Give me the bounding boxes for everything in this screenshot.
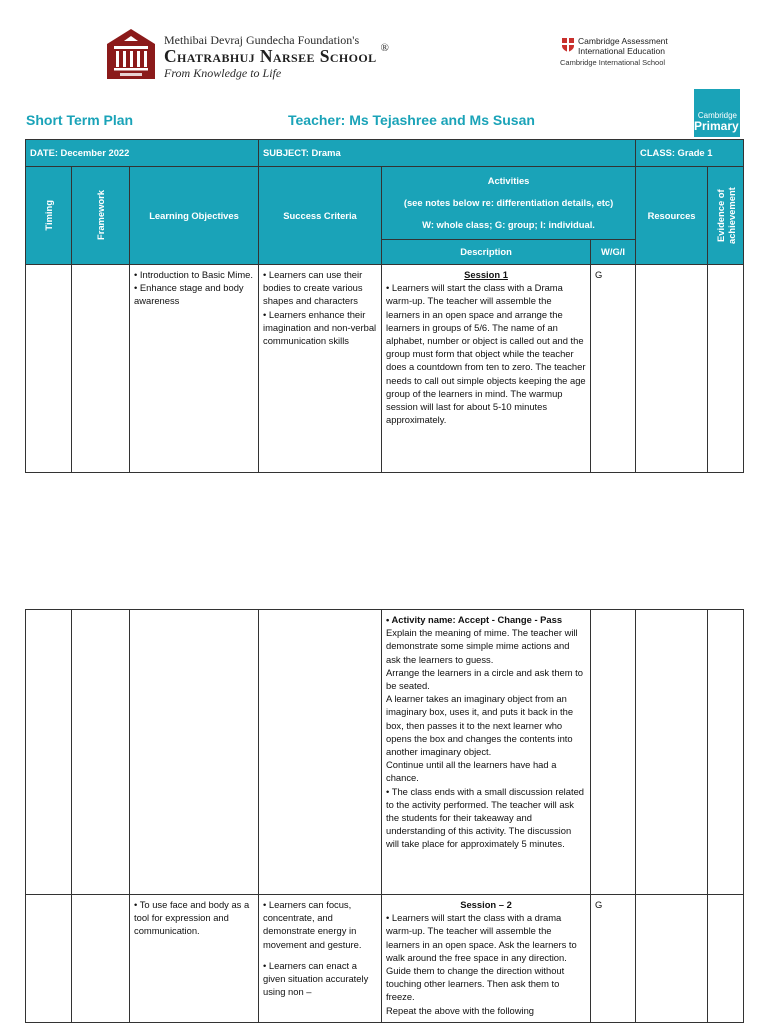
subject-cell: SUBJECT: Drama: [259, 140, 636, 167]
resources-cell: [636, 895, 708, 1023]
activities-header: [382, 167, 636, 240]
meta-row: [26, 140, 744, 167]
date-cell: DATE: December 2022: [26, 140, 259, 167]
framework-header: [72, 167, 130, 265]
evidence-cell: [708, 895, 744, 1023]
school-name: [164, 42, 390, 66]
registered-mark: ®: [380, 42, 390, 54]
resources-header: Resources: [636, 167, 708, 265]
session-1-wgi: G: [591, 265, 636, 473]
cambridge-assessment-logo: [578, 37, 668, 56]
wgi-header: W/G/I: [591, 240, 636, 265]
activity-line: A learner takes an imaginary object from an imaginary box, uses it, and puts it back in the box, then passes it to the next learner who opens the box and changes the contents into another imaginary object.: [386, 693, 574, 758]
resources-cell: [636, 610, 708, 895]
badge-primary: Primary: [694, 119, 739, 133]
session-2-criteria: [259, 895, 382, 1023]
wgi-cell: [591, 610, 636, 895]
activity-line: Continue until all the learners have had a chance.: [386, 759, 557, 784]
session-1-description: [382, 265, 591, 473]
session-2-wgi: G: [591, 895, 636, 1023]
foundation-name: Methibai Devraj Gundecha Foundation's: [164, 33, 360, 47]
timing-cell: [26, 265, 72, 473]
session-2-row: [26, 895, 744, 1023]
session-1-title: Session 1: [464, 269, 508, 280]
activity-line: Explain the meaning of mime. The teacher will demonstrate some simple mime actions and ask the learners to guess.: [386, 627, 578, 665]
framework-cell: [72, 610, 130, 895]
activities-title: Activities: [487, 175, 530, 186]
criteria-item: • Learners enhance their imagination and non-verbal communication skills: [263, 308, 377, 347]
activity-line: • The class ends with a small discussion related to the activity performed. The teacher will ask the students for their takeaway and understanding of this activity. The discussion will take place for approximately 5 minutes.: [386, 785, 584, 850]
session-1-text: • Learners will start the class with a Drama warm-up. The teacher will assemble the learners in an open space and arrange the learners in groups of 5/6. The name of an alphabet, number or object is called out and the group must form that object while the teacher does a countdown from ten to zero. The teacher needs to call out simple objects keeping the age group of the learners in mind. The warmup session will last for about 5-10 minutes approximately.: [386, 282, 586, 426]
criteria-item: • Learners can focus, concentrate, and demonstrate energy in movement and gesture.: [263, 899, 362, 950]
cambridge-line-1: Cambridge Assessment: [578, 36, 668, 46]
activity-name: • Activity name: Accept - Change - Pass: [386, 614, 563, 625]
cambridge-primary-badge: [694, 89, 740, 137]
plan-table-session-1: [25, 139, 744, 473]
cambridge-line-2: International Education: [578, 45, 665, 56]
activity-line: Arrange the learners in a circle and ask them to be seated.: [386, 666, 583, 692]
session-1-row: [26, 265, 744, 473]
objective-item: • Introduction to Basic Mime.: [134, 269, 253, 280]
description-header: Description: [382, 240, 591, 265]
evidence-header: [708, 167, 744, 265]
criteria-item: • Learners can enact a given situation accurately using non –: [263, 959, 369, 998]
plan-title: Short Term Plan: [26, 112, 134, 128]
activity-description: [382, 610, 591, 895]
session-2-title: Session – 2: [460, 899, 512, 910]
school-name-block: [164, 33, 389, 80]
criteria-cell: [259, 610, 382, 895]
evidence-label: Evidence of achievement: [714, 187, 737, 244]
session-2-objectives: • To use face and body as a tool for expression and communication.: [130, 895, 259, 1023]
session-2-text: • Learners will start the class with a drama warm-up. The teacher will assemble the learners in an open space. Ask the learners to walk around the free space in any direction. Guide them to change the direction without touching other learners. Then ask them to freeze.: [386, 912, 577, 1003]
activity-row: [26, 610, 744, 895]
activities-key: W: whole class; G: group; I: individual.: [422, 219, 595, 230]
timing-header: [26, 167, 72, 265]
framework-cell: [72, 265, 130, 473]
activities-note: (see notes below re: differentiation details, etc): [403, 197, 614, 208]
criteria-item: • Learners can use their bodies to create various shapes and characters: [263, 269, 363, 307]
objective-item: • Enhance stage and body awareness: [134, 282, 244, 307]
class-cell: CLASS: Grade 1: [636, 140, 744, 167]
timing-cell: [26, 895, 72, 1023]
badge-cambridge: Cambridge: [697, 111, 737, 120]
cambridge-shield-icon: [561, 37, 575, 53]
timing-cell: [26, 610, 72, 895]
resources-cell: [636, 265, 708, 473]
school-motto: From Knowledge to Life: [164, 66, 282, 80]
session-1-criteria: [259, 265, 382, 473]
criteria-header: Success Criteria: [259, 167, 382, 265]
evidence-cell: [708, 610, 744, 895]
objectives-header: Learning Objectives: [130, 167, 259, 265]
session-1-objectives: [130, 265, 259, 473]
framework-cell: [72, 895, 130, 1023]
framework-label: Framework: [94, 190, 106, 241]
evidence-cell: [708, 265, 744, 473]
objectives-cell: [130, 610, 259, 895]
school-name-text: Chatrabhuj Narsee School: [164, 46, 377, 66]
session-2-description: [382, 895, 591, 1023]
school-logo-emblem: [106, 28, 156, 80]
timing-label: Timing: [42, 200, 54, 231]
session-2-text-tail: Repeat the above with the following: [386, 1004, 535, 1016]
column-header-row: [26, 167, 744, 240]
cambridge-school-label: Cambridge International School: [560, 58, 666, 67]
plan-table-continued: [25, 609, 744, 1023]
teacher-name: Teacher: Ms Tejashree and Ms Susan: [288, 112, 535, 128]
